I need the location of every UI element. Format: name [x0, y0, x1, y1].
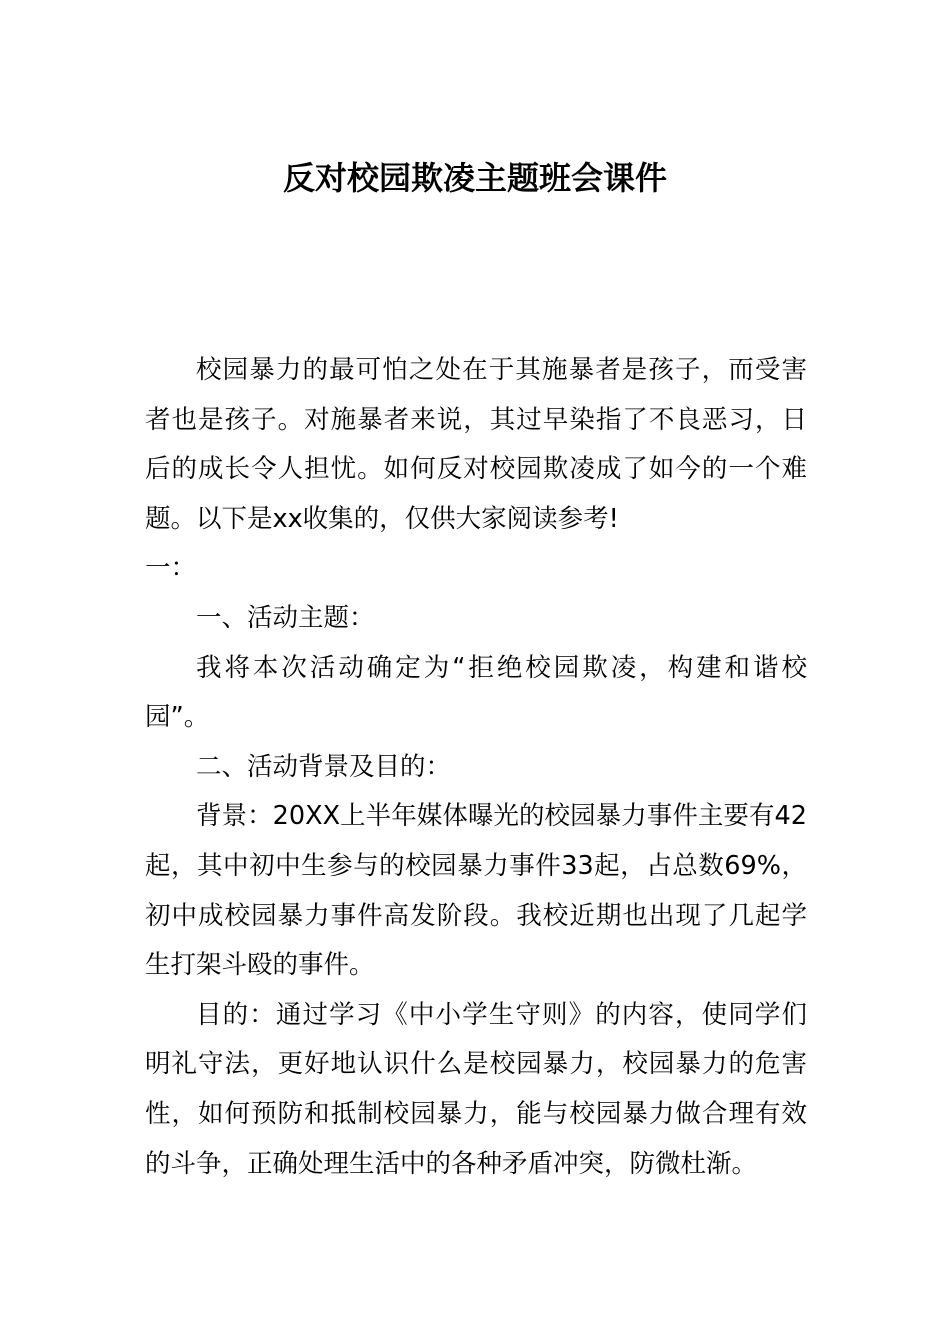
background-paragraph: 背景：20XX上半年媒体曝光的校园暴力事件主要有42起，其中初中生参与的校园暴力事件33起，占总数69%，初中成校园暴力事件高发阶段。我校近期也出现了几起学生打架斗殴的事件。: [145, 801, 807, 981]
purpose-paragraph: 目的：通过学习《中小学生守则》的内容，使同学们明礼守法，更好地认识什么是校园暴力，校园暴力的危害性，如何预防和抵制校园暴力，能与校园暴力做合理有效的斗争，正确处理生活中的各种矛盾冲突，防微杜渐。: [145, 999, 807, 1179]
heading-activity-theme: 一、活动主题：: [196, 602, 375, 633]
activity-theme-paragraph: 我将本次活动确定为“拒绝校园欺凌，构建和谐校园”。: [145, 652, 807, 733]
intro-paragraph: 校园暴力的最可怕之处在于其施暴者是孩子，而受害者也是孩子。对施暴者来说，其过早染指了不良恶习，日后的成长令人担忧。如何反对校园欺凌成了如今的一个难题。以下是xx收集的，仅供大家阅读参考!: [145, 355, 807, 534]
document-body: [145, 346, 807, 1189]
document-title: 反对校园欺凌主题班会课件: [282, 159, 667, 197]
heading-background-purpose: 二、活动背景及目的：: [196, 751, 452, 782]
section-one-marker: 一：: [145, 553, 197, 584]
